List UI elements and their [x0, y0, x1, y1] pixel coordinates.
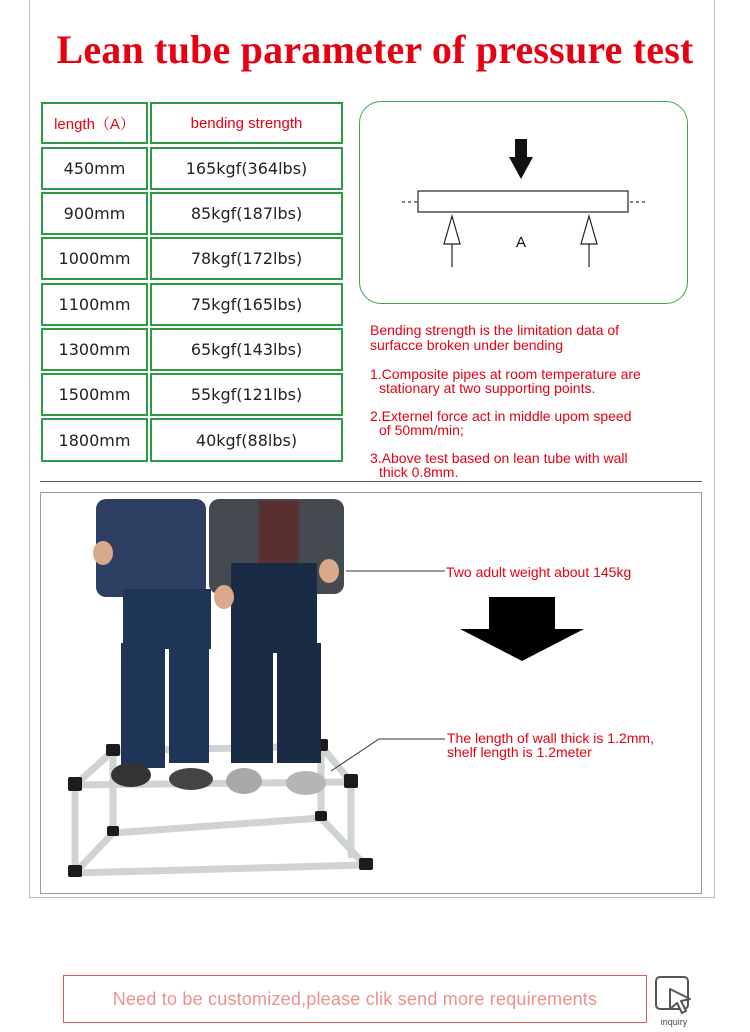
- inquiry-button[interactable]: [652, 973, 696, 1029]
- row-length: 1300mm: [41, 328, 148, 371]
- span-label: A: [516, 234, 527, 251]
- row-length: 1500mm: [41, 373, 148, 416]
- bending-test-diagram: [359, 101, 688, 304]
- row-length: 1100mm: [41, 283, 148, 326]
- weight-callout: Two adult weight about 145kg: [446, 564, 632, 580]
- row-strength: 75kgf(165lbs): [150, 283, 343, 326]
- support-left-icon: [444, 216, 460, 244]
- note-1-cont: stationary at two supporting points.: [379, 380, 596, 396]
- down-arrow-icon: [460, 597, 584, 661]
- tube-shelf-frame: [68, 739, 373, 877]
- spec-callout-line: [331, 739, 445, 771]
- note-2-cont: of 50mm/min;: [379, 422, 464, 438]
- customize-request-button[interactable]: Need to be customized,please clik send more requirements: [63, 975, 647, 1023]
- support-right-icon: [581, 216, 597, 244]
- row-length: 1800mm: [41, 418, 148, 462]
- tube-beam: [418, 191, 628, 212]
- note-2: 2.Externel force act in middle upom speed: [370, 408, 632, 424]
- row-strength: 40kgf(88lbs): [150, 418, 343, 462]
- section-divider: [40, 481, 702, 482]
- row-strength: 85kgf(187lbs): [150, 192, 343, 235]
- row-strength: 165kgf(364lbs): [150, 147, 343, 190]
- row-strength: 78kgf(172lbs): [150, 237, 343, 280]
- row-strength: 55kgf(121lbs): [150, 373, 343, 416]
- note-1: 1.Composite pipes at room temperature are: [370, 366, 641, 382]
- spec-callout: The length of wall thick is 1.2mm,: [447, 730, 654, 746]
- diagram-drawing: [360, 102, 689, 305]
- force-arrow-icon: [509, 139, 533, 179]
- header-length: length（A）: [41, 102, 148, 144]
- inquiry-cursor-icon: [652, 973, 696, 1017]
- row-strength: 65kgf(143lbs): [150, 328, 343, 371]
- definition-line: surfacce broken under bending: [370, 337, 564, 353]
- spec-callout-cont: shelf length is 1.2meter: [447, 744, 592, 760]
- load-test-photo: [40, 492, 702, 894]
- load-test-illustration: [41, 493, 703, 895]
- inquiry-label: inquiry: [660, 1017, 688, 1027]
- note-3: 3.Above test based on lean tube with wall: [370, 450, 628, 466]
- note-3-cont: thick 0.8mm.: [379, 464, 459, 480]
- page-title: Lean tube parameter of pressure test: [56, 27, 694, 72]
- row-length: 450mm: [41, 147, 148, 190]
- row-length: 900mm: [41, 192, 148, 235]
- row-length: 1000mm: [41, 237, 148, 280]
- header-strength: bending strength: [150, 102, 343, 144]
- definition-line: Bending strength is the limitation data of: [370, 322, 620, 338]
